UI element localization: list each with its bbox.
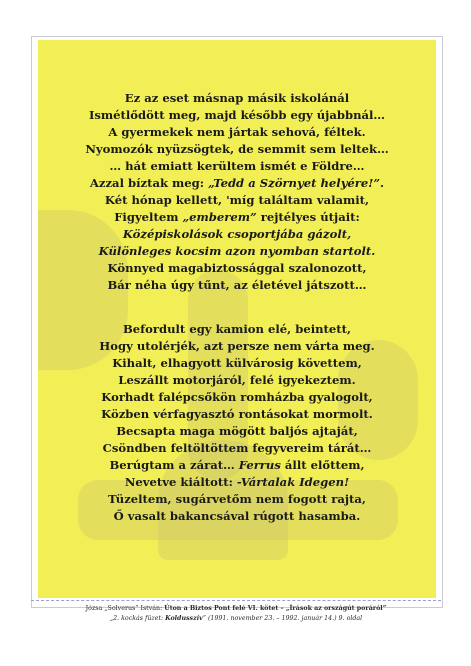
footer	[31, 604, 441, 624]
poem-line-segment: Figyeltem	[114, 210, 183, 224]
footer-line-1	[31, 604, 441, 614]
poem-line	[38, 209, 436, 226]
poem-line	[38, 90, 436, 107]
poem-line-segment: Ferrus	[238, 458, 281, 472]
poem-line	[38, 355, 436, 372]
stanza-1	[38, 90, 436, 294]
poem-line-segment: állt előttem,	[280, 458, 365, 472]
poem-line-segment: Nyomozók nyüzsögtek, de semmit sem leltek…	[85, 142, 389, 156]
poem-line-segment: Különleges kocsim azon nyomban startolt.	[98, 244, 376, 258]
poem-line-segment: Ez az eset másnap másik iskolánál	[124, 91, 350, 105]
poem-line	[38, 260, 436, 277]
poem-line-segment: -Vártalak Idegen!	[236, 475, 350, 489]
poem-line	[38, 321, 436, 338]
poem-line	[38, 508, 436, 525]
poem-line	[38, 226, 436, 243]
poem-line	[38, 491, 436, 508]
poem-line-segment: „Tedd a Szörnyet helyére!”.	[208, 176, 385, 190]
poem-line-segment: Becsapta maga mögött baljós ajtaját,	[116, 424, 358, 438]
poem-line	[38, 338, 436, 355]
poem-line-segment: Ő vasalt bakancsával rúgott hasamba.	[113, 509, 361, 523]
poem-line	[38, 389, 436, 406]
poem-line	[38, 277, 436, 294]
poem-line	[38, 423, 436, 440]
poem-line	[38, 158, 436, 175]
poem-line-segment: Nevetve kiáltott:	[124, 475, 237, 489]
poem-line-segment: Berúgtam a zárat…	[109, 458, 239, 472]
footer-author: Józsa „Solverus” István:	[85, 605, 165, 612]
footer-notebook-name: Koldusszív	[165, 615, 203, 622]
poem-line-segment: Kihalt, elhagyott külvárosig követtem,	[112, 356, 362, 370]
poem-line-segment: Két hónap kellett, 'míg találtam valamit,	[104, 193, 370, 207]
poem-line	[38, 192, 436, 209]
footer-notebook-prefix: „2. kockás füzet:	[109, 615, 166, 622]
poem-line-segment: Bár néha úgy tűnt, az életével játszott…	[107, 278, 367, 292]
poem-line	[38, 440, 436, 457]
stanza-2	[38, 321, 436, 525]
poem-line-segment: Korhadt falépcsőkön romházba gyalogolt,	[101, 390, 373, 404]
poem-line	[38, 141, 436, 158]
footer-line-2	[31, 614, 441, 624]
poem-line-segment: rejtélyes útjait:	[256, 210, 360, 224]
footer-book-title: Úton a Biztos Pont felé VI. kötet – „Írások az országút poráról”	[164, 605, 387, 612]
footer-divider	[31, 600, 441, 601]
poem-line-segment: „emberem”	[182, 210, 257, 224]
poem-line-segment: Hogy utolérjék, azt persze nem várta meg.	[99, 339, 375, 353]
poem-line	[38, 107, 436, 124]
poem-line-segment: Tüzeltem, sugárvetőm nem fogott rajta,	[108, 492, 366, 506]
poem-line	[38, 457, 436, 474]
poem-line	[38, 243, 436, 260]
poem-line-segment: Leszállt motorjáról, felé igyekeztem.	[118, 373, 356, 387]
poem-line-segment: Könnyed magabiztossággal szalonozott,	[107, 261, 367, 275]
poem-line-segment: Befordult egy kamion elé, beintett,	[122, 322, 352, 336]
poem-line	[38, 474, 436, 491]
poem-line-segment: Középiskolások csoportjába gázolt,	[122, 227, 352, 241]
poem-line	[38, 175, 436, 192]
poem-line	[38, 124, 436, 141]
poem-line-segment: Ismétlődött meg, majd később egy újabbnál…	[88, 108, 386, 122]
poem-line-segment: … hát emiatt kerültem ismét e Földre…	[109, 159, 365, 173]
poem-line-segment: Csöndben feltöltöttem fegyvereim tárát…	[102, 441, 372, 455]
poem-line-segment: Azzal bíztak meg:	[89, 176, 209, 190]
footer-date-page: ” (1991. november 23. – 1992. január 14.) 9. oldal	[202, 615, 363, 622]
poem-line	[38, 372, 436, 389]
poem-line-segment: Közben vérfagyasztó rontásokat mormolt.	[101, 407, 373, 421]
poem-line-segment: A gyermekek nem jártak sehová, féltek.	[108, 125, 366, 139]
poem-line	[38, 406, 436, 423]
